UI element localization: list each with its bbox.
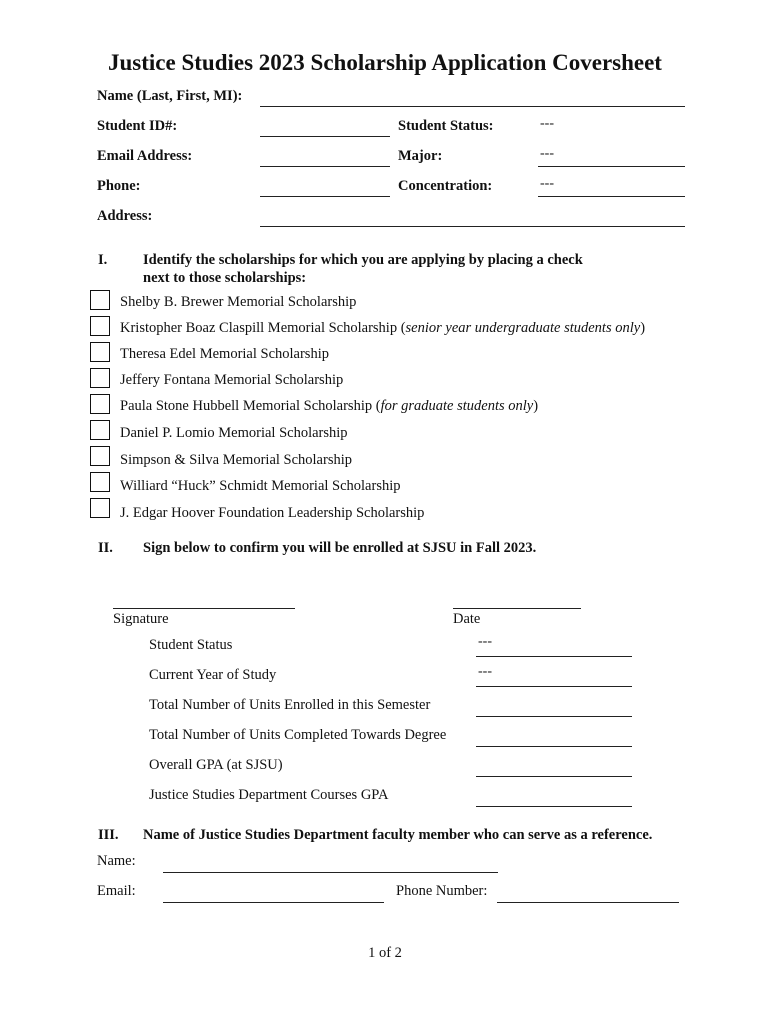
- phone-field[interactable]: [260, 196, 390, 197]
- overall-gpa-field[interactable]: [476, 776, 632, 777]
- section-3-heading: Name of Justice Studies Department faculty member who can serve as a reference.: [143, 827, 653, 843]
- department-gpa-label: Justice Studies Department Courses GPA: [149, 787, 389, 803]
- name-label: Name (Last, First, MI):: [97, 88, 243, 104]
- date-label: Date: [453, 611, 481, 627]
- major-value: ---: [540, 146, 554, 161]
- section-1-number: I.: [98, 252, 108, 268]
- department-gpa-field[interactable]: [476, 806, 632, 807]
- email-label: Email Address:: [97, 148, 193, 164]
- reference-phone-label: Phone Number:: [396, 883, 488, 899]
- section-1-heading-line2: next to those scholarships:: [143, 270, 307, 286]
- section-3-number: III.: [98, 827, 119, 843]
- units-enrolled-label: Total Number of Units Enrolled in this Semester: [149, 697, 431, 713]
- email-field[interactable]: [260, 166, 390, 167]
- student-status-row-label: Student Status: [149, 637, 233, 653]
- checkbox-lomio[interactable]: [90, 420, 110, 440]
- student-id-label: Student ID#:: [97, 118, 178, 134]
- concentration-label: Concentration:: [398, 178, 493, 194]
- concentration-field[interactable]: [538, 196, 685, 197]
- major-label: Major:: [398, 148, 443, 164]
- checkbox-simpson-silva[interactable]: [90, 446, 110, 466]
- reference-name-field[interactable]: [163, 872, 498, 873]
- reference-email-field[interactable]: [163, 902, 384, 903]
- scholarship-edel: Theresa Edel Memorial Scholarship: [120, 346, 329, 362]
- checkbox-hubbell[interactable]: [90, 394, 110, 414]
- section-1-heading-line1: Identify the scholarships for which you are applying by placing a check: [143, 252, 583, 268]
- current-year-label: Current Year of Study: [149, 667, 277, 683]
- reference-name-label: Name:: [97, 853, 136, 869]
- scholarship-hubbell: Paula Stone Hubbell Memorial Scholarship (for graduate students only): [120, 398, 539, 414]
- page-title: Justice Studies 2023 Scholarship Application Coversheet: [108, 50, 662, 75]
- student-status-label: Student Status:: [398, 118, 494, 134]
- reference-phone-field[interactable]: [497, 902, 679, 903]
- checkbox-edel[interactable]: [90, 342, 110, 362]
- reference-email-label: Email:: [97, 883, 136, 899]
- section-2-heading: Sign below to confirm you will be enrolled at SJSU in Fall 2023.: [143, 540, 537, 556]
- major-field[interactable]: [538, 166, 685, 167]
- checkbox-brewer[interactable]: [90, 290, 110, 310]
- student-id-field[interactable]: [260, 136, 390, 137]
- scholarship-schmidt: Williard “Huck” Schmidt Memorial Scholarship: [120, 478, 401, 494]
- current-year-field[interactable]: [476, 686, 632, 687]
- signature-field[interactable]: [113, 608, 295, 609]
- signature-label: Signature: [113, 611, 169, 627]
- scholarship-claspill: Kristopher Boaz Claspill Memorial Scholarship (senior year undergraduate students only): [120, 320, 646, 336]
- scholarship-brewer: Shelby B. Brewer Memorial Scholarship: [120, 294, 357, 310]
- date-field[interactable]: [453, 608, 581, 609]
- phone-label: Phone:: [97, 178, 141, 194]
- address-label: Address:: [97, 208, 153, 224]
- units-completed-field[interactable]: [476, 746, 632, 747]
- current-year-value: ---: [478, 664, 492, 679]
- checkbox-fontana[interactable]: [90, 368, 110, 388]
- units-completed-label: Total Number of Units Completed Towards Degree: [149, 727, 447, 743]
- student-status-row-value: ---: [478, 634, 492, 649]
- concentration-value: ---: [540, 176, 554, 191]
- scholarship-lomio: Daniel P. Lomio Memorial Scholarship: [120, 425, 348, 441]
- address-field[interactable]: [260, 226, 685, 227]
- name-field[interactable]: [260, 106, 685, 107]
- scholarship-hoover: J. Edgar Hoover Foundation Leadership Scholarship: [120, 505, 425, 521]
- checkbox-schmidt[interactable]: [90, 472, 110, 492]
- scholarship-simpson-silva: Simpson & Silva Memorial Scholarship: [120, 452, 352, 468]
- student-status-row-field[interactable]: [476, 656, 632, 657]
- checkbox-hoover[interactable]: [90, 498, 110, 518]
- student-status-value: ---: [540, 116, 554, 131]
- units-enrolled-field[interactable]: [476, 716, 632, 717]
- checkbox-claspill[interactable]: [90, 316, 110, 336]
- section-2-number: II.: [98, 540, 113, 556]
- page-number: 1 of 2: [368, 945, 402, 961]
- overall-gpa-label: Overall GPA (at SJSU): [149, 757, 283, 773]
- scholarship-fontana: Jeffery Fontana Memorial Scholarship: [120, 372, 344, 388]
